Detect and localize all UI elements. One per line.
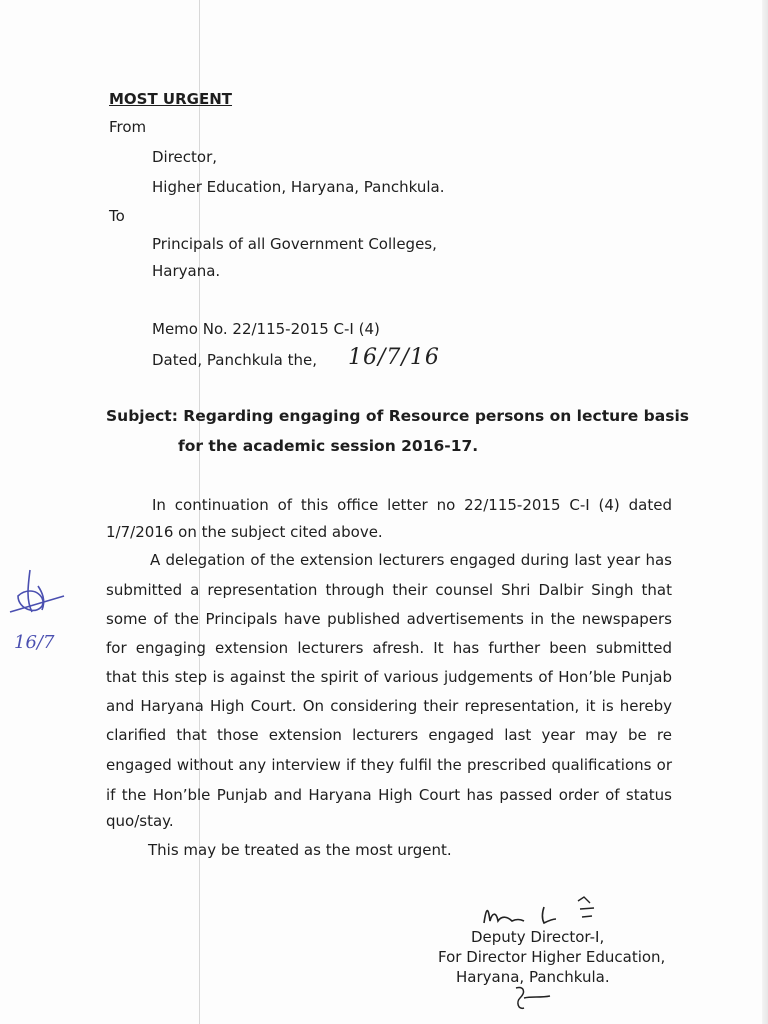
heading-most-urgent: MOST URGENT xyxy=(109,90,233,108)
to-label: To xyxy=(109,207,125,225)
from-label: From xyxy=(109,118,147,136)
para2-line-8: engaged without any interview if they fulfil the prescribed qualifications or xyxy=(106,756,672,774)
handwritten-date: 16/7/16 xyxy=(348,345,440,370)
margin-note-text: 16/7 xyxy=(14,632,55,653)
signature-line-3: Haryana, Panchkula. xyxy=(456,968,610,986)
page-edge-shadow xyxy=(762,0,768,1024)
dated-label: Dated, Panchkula the, xyxy=(152,351,317,369)
memo-number: Memo No. 22/115-2015 C-I (4) xyxy=(152,320,380,338)
para3-line: This may be treated as the most urgent. xyxy=(148,841,452,859)
signature-line-1: Deputy Director-I, xyxy=(471,928,605,946)
para2-line-5: that this step is against the spirit of various judgements of Hon’ble Punjab xyxy=(106,668,672,686)
to-line-1: Principals of all Government Colleges, xyxy=(152,235,437,253)
signature-line-2: For Director Higher Education, xyxy=(438,948,666,966)
to-line-2: Haryana. xyxy=(152,262,221,280)
margin-ink-annotation xyxy=(8,566,74,662)
para2-line-7: clarified that those extension lecturers engaged last year may be re xyxy=(106,726,672,744)
para2-line-9: if the Hon’ble Punjab and Haryana High Court has passed order of status xyxy=(106,786,672,804)
from-line-1: Director, xyxy=(152,148,218,166)
para2-line-2: submitted a representation through their counsel Shri Dalbir Singh that xyxy=(106,581,672,599)
subject-line-1: Subject: Regarding engaging of Resource persons on lecture basis xyxy=(106,407,690,425)
from-line-2: Higher Education, Haryana, Panchkula. xyxy=(152,178,445,196)
initials-scribble xyxy=(510,984,556,1014)
para2-line-6: and Haryana High Court. On considering their representation, it is hereby xyxy=(106,697,672,715)
para1-line-1: In continuation of this office letter no 22/115-2015 C-I (4) dated xyxy=(152,496,672,514)
para2-line-3: some of the Principals have published advertisements in the newspapers xyxy=(106,610,672,628)
para2-last-line: quo/stay. xyxy=(106,812,174,830)
para1-line-2: 1/7/2016 on the subject cited above. xyxy=(106,523,383,541)
subject-line-2: for the academic session 2016-17. xyxy=(178,437,479,455)
para2-line-4: for engaging extension lecturers afresh. It has further been submitted xyxy=(106,639,672,657)
signature-scribble xyxy=(478,895,608,931)
para2-line-1: A delegation of the extension lecturers engaged during last year has xyxy=(150,551,672,569)
